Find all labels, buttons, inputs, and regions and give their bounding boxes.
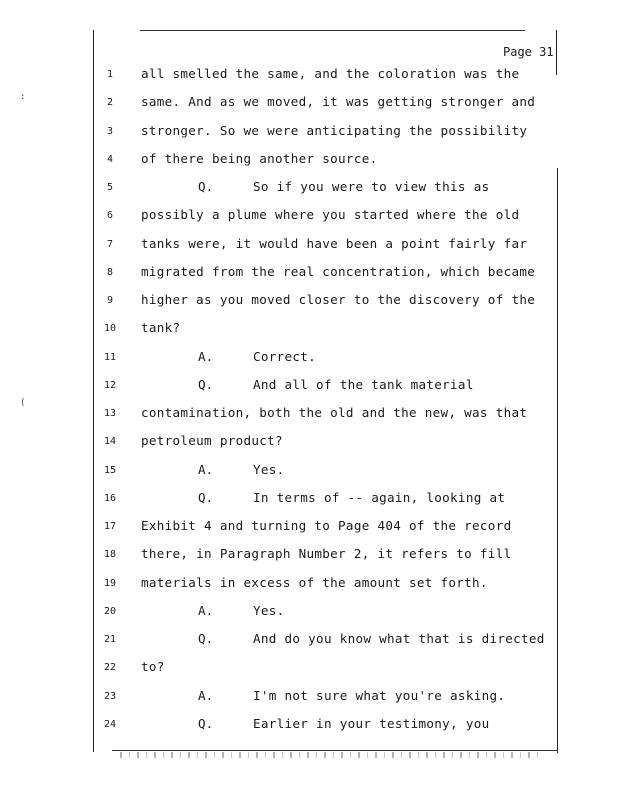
line-text: higher as you moved closer to the discovery of the (141, 292, 536, 307)
transcript-line (0, 462, 560, 482)
transcript-line (0, 377, 560, 397)
line-number: 9 (106, 295, 114, 306)
line-number: 18 (103, 549, 117, 561)
line-text: Exhibit 4 and turning to Page 404 of the record (141, 518, 512, 533)
line-number: 3 (106, 125, 114, 137)
line-number: 16 (103, 492, 117, 504)
line-number: 12 (103, 379, 117, 391)
line-number: 15 (103, 464, 117, 476)
line-text: In terms of -- again, looking at (253, 489, 506, 505)
transcript-line (0, 546, 560, 566)
line-text: contamination, both the old and the new, was that (141, 405, 528, 420)
speaker-label: A. (198, 461, 214, 477)
line-text: tank? (141, 320, 181, 336)
line-text: to? (141, 659, 165, 675)
transcript-line (0, 518, 560, 538)
transcript-line (0, 66, 560, 86)
line-number: 7 (106, 238, 114, 250)
line-text: migrated from the real concentration, which became (141, 263, 536, 279)
speaker-label: Q. (198, 179, 214, 194)
line-number: 21 (103, 634, 117, 645)
line-number: 14 (103, 436, 117, 448)
transcript-line (0, 603, 560, 623)
transcript-line (0, 292, 560, 312)
line-text: of there being another source. (141, 150, 378, 166)
speaker-label: A. (198, 687, 214, 703)
line-number: 23 (103, 690, 117, 702)
line-text: And all of the tank material (253, 376, 474, 392)
transcript-line (0, 716, 560, 736)
line-text: Earlier in your testimony, you (253, 715, 490, 731)
line-number: 8 (106, 266, 114, 278)
line-text: Correct. (253, 348, 317, 364)
transcript-line (0, 631, 560, 651)
line-number: 6 (106, 210, 114, 222)
transcript-line (0, 433, 560, 453)
line-number: 22 (103, 662, 117, 674)
top-rule (140, 30, 525, 31)
transcript-line (0, 236, 560, 256)
transcript-line (0, 490, 560, 510)
line-number: 5 (106, 182, 114, 193)
line-number: 13 (103, 408, 117, 419)
line-text: I'm not sure what you're asking. (253, 687, 506, 703)
line-text: Yes. (253, 461, 285, 477)
transcript-line (0, 349, 560, 369)
transcript-line (0, 179, 560, 199)
bottom-rule (112, 750, 558, 751)
footer-scan-noise (120, 752, 540, 758)
line-number: 1 (106, 69, 114, 80)
speaker-label: A. (198, 602, 214, 618)
speaker-label: A. (198, 348, 214, 364)
line-text: Yes. (253, 602, 285, 618)
left-scan-mark: ( (20, 398, 26, 408)
line-text: same. And as we moved, it was getting stronger and (141, 94, 536, 110)
line-text: So if you were to view this as (253, 179, 490, 194)
line-text: And do you know what that is directed (253, 631, 545, 646)
line-number: 10 (103, 323, 117, 335)
transcript-line (0, 405, 560, 425)
transcript-line (0, 688, 560, 708)
line-number: 17 (103, 521, 117, 532)
line-number: 20 (103, 605, 117, 617)
line-text: tanks were, it would have been a point fairly far (141, 235, 528, 251)
line-text: all smelled the same, and the coloration was the (141, 66, 520, 81)
transcript-line (0, 94, 560, 114)
transcript-line (0, 264, 560, 284)
speaker-label: Q. (198, 631, 214, 646)
left-scan-mark: : (20, 92, 26, 102)
speaker-label: Q. (198, 376, 214, 392)
speaker-label: Q. (198, 489, 214, 505)
transcript-line (0, 659, 560, 679)
line-number: 11 (103, 351, 117, 363)
transcript-line (0, 151, 560, 171)
transcript-line (0, 320, 560, 340)
speaker-label: Q. (198, 715, 214, 731)
line-text: materials in excess of the amount set forth. (141, 574, 488, 590)
page-number: Page 31 (503, 45, 554, 59)
line-number: 4 (106, 153, 114, 165)
line-number: 24 (103, 718, 117, 730)
line-text: stronger. So we were anticipating the possibility (141, 122, 528, 138)
transcript-line (0, 207, 560, 227)
line-text: petroleum product? (141, 433, 283, 449)
line-number: 2 (106, 97, 114, 109)
transcript-line (0, 123, 560, 143)
line-text: there, in Paragraph Number 2, it refers to fill (141, 546, 512, 562)
line-text: possibly a plume where you started where the old (141, 207, 520, 223)
line-number: 19 (103, 577, 117, 589)
transcript-line (0, 575, 560, 595)
